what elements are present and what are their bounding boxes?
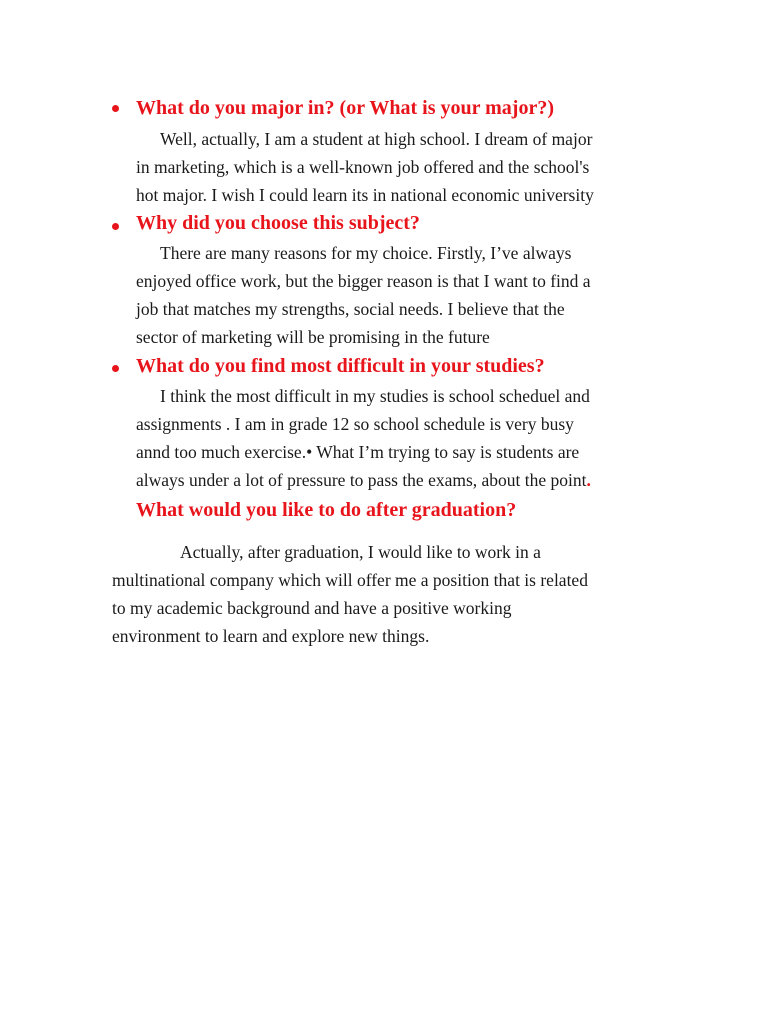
question-heading: What would you like to do after graduation? <box>136 499 517 521</box>
answer-line: enjoyed office work, but the bigger reason is that I want to find a <box>136 271 591 291</box>
answer-line: assignments . I am in grade 12 so school schedule is very busy <box>136 414 574 434</box>
bullet-icon <box>112 105 119 112</box>
answer-line <box>136 466 591 494</box>
answer-paragraph <box>136 125 594 209</box>
answer-line: hot major. I wish I could learn its in national economic university <box>136 185 594 205</box>
answer-paragraph <box>136 382 591 494</box>
answer-line: to my academic background and have a positive working <box>112 598 512 618</box>
answer-line: There are many reasons for my choice. Firstly, I’ve always <box>160 243 572 263</box>
question-heading: What do you find most difficult in your studies? <box>136 355 545 377</box>
answer-paragraph <box>112 538 588 650</box>
answer-line: job that matches my strengths, social needs. I believe that the <box>136 299 565 319</box>
bullet-icon <box>112 365 119 372</box>
answer-line: sector of marketing will be promising in the future <box>136 327 490 347</box>
answer-line: multinational company which will offer me a position that is related <box>112 570 588 590</box>
answer-paragraph <box>136 239 591 351</box>
bullet-icon <box>112 223 119 230</box>
answer-line: environment to learn and explore new things. <box>112 626 430 646</box>
question-heading: Why did you choose this subject? <box>136 212 420 234</box>
answer-line: I think the most difficult in my studies is school scheduel and <box>160 386 590 406</box>
answer-line: annd too much exercise.• What I’m trying to say is students are <box>136 442 580 462</box>
answer-line: Well, actually, I am a student at high school. I dream of major <box>160 129 593 149</box>
question-heading: What do you major in? (or What is your major?) <box>136 97 554 119</box>
red-period-mark: . <box>586 470 591 490</box>
answer-line: Actually, after graduation, I would like to work in a <box>180 542 541 562</box>
answer-line: in marketing, which is a well-known job offered and the school's <box>136 157 590 177</box>
answer-line-text: always under a lot of pressure to pass the exams, about the point <box>136 470 587 490</box>
